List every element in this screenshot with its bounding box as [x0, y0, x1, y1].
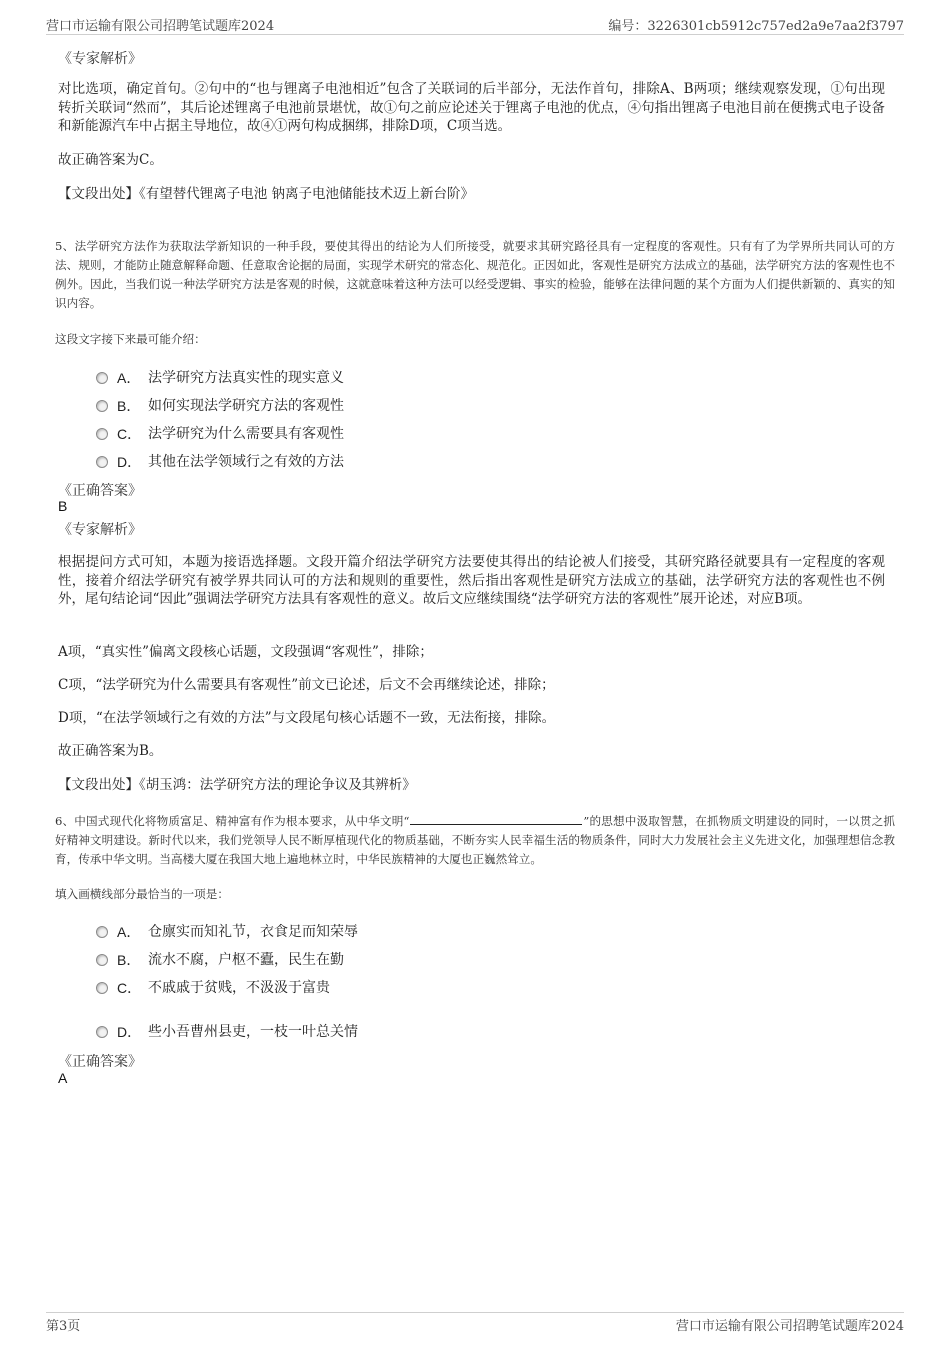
option-letter: D． [117, 454, 142, 470]
q6-prompt: 填入画横线部分最恰当的一项是： [55, 887, 229, 901]
radio-icon[interactable] [96, 1026, 108, 1038]
q5-analysis-option-c: C项，“法学研究为什么需要具有客观性”前文已论述，后文不会再继续论述，排除； [58, 677, 555, 693]
option-text: 如何实现法学研究方法的客观性 [148, 398, 344, 414]
option-text: 不戚戚于贫贱，不汲汲于富贵 [148, 980, 330, 996]
q6-passage [55, 812, 895, 869]
option-letter: C． [117, 980, 142, 996]
footer-title: 营口市运输有限公司招聘笔试题库2024 [675, 1319, 904, 1334]
header-serial: 编号：3226301cb5912c757ed2a9e7aa2f3797 [608, 19, 904, 34]
option-text: 仓廪实而知礼节，衣食足而知荣辱 [148, 924, 358, 940]
option-text: 法学研究为什么需要具有客观性 [148, 426, 344, 442]
q6-passage-end: ”的思想中汲取智慧，在抓物质文明建设的同时，一以贯之抓好精神文明建设。新时代以来，我们党领导人民不断厚植现代化的物质基础，不断夯实人民幸福生活的物质条件，同时大力发展社会主义先进文化，加强理想信念教育，传承中华文明。当高楼大厦在我国大地上遍地林立时，中华民族精神的大厦也正巍然耸立。 [55, 814, 895, 866]
q5-analysis-option-d: D项，“在法学领域行之有效的方法”与文段尾句核心话题不一致，无法衔接，排除。 [58, 710, 556, 726]
q4-analysis-label: 《专家解析》 [58, 51, 142, 67]
q4-source: 【文段出处】《有望替代锂离子电池 钠离子电池储能技术迈上新台阶》 [58, 186, 475, 202]
q4-analysis-paragraph: 对比选项，确定首句。②句中的“也与锂离子电池相近”包含了关联词的后半部分，无法作首句，排除A、B两项；继续观察发现，①句出现转折关联词“然而”，其后论述锂离子电池前景堪忧，故①句之前应论述关于锂离子电池的优点，④句指出锂离子电池目前在便携式电子设备和新能源汽车中占据主导地位，故④①两句构成捆绑，排除D项，C项当选。 [58, 81, 885, 134]
q5-source: 【文段出处】《胡玉鸿：法学研究方法的理论争议及其辨析》 [58, 777, 416, 793]
page-number: 第3页 [46, 1319, 81, 1334]
option-letter: D． [117, 1024, 142, 1040]
radio-icon[interactable] [96, 926, 108, 938]
option-text: 流水不腐，户枢不蠹，民生在勤 [148, 952, 344, 968]
q5-analysis-option-a: A项，“真实性”偏离文段核心话题，文段强调“客观性”，排除； [58, 644, 433, 660]
q5-answer-label: 《正确答案》 [58, 483, 142, 499]
page-header [46, 14, 904, 35]
option-letter: B． [117, 398, 141, 414]
radio-icon[interactable] [96, 372, 108, 384]
option-letter: A． [117, 370, 141, 386]
q5-analysis-label: 《专家解析》 [58, 522, 142, 538]
radio-icon[interactable] [96, 456, 108, 468]
q5-prompt: 这段文字接下来最可能介绍： [55, 332, 206, 346]
q6-answer-label: 《正确答案》 [58, 1054, 142, 1070]
fill-in-blank [410, 812, 582, 825]
q6-passage-start: 6、中国式现代化将物质富足、精神富有作为根本要求，从中华文明“ [55, 814, 410, 828]
q5-analysis-paragraph: 根据提问方式可知，本题为接语选择题。文段开篇介绍法学研究方法要使其得出的结论被人们接受，其研究路径就要具有一定程度的客观性，接着介绍法学研究有被学界共同认可的方法和规则的重要性，然后指出客观性是研究方法成立的基础，法学研究方法的客观性也不例外，尾句结论词“因此”强调法学研究方法具有客观性的意义。故后文应继续围绕“法学研究方法的客观性”展开论述，对应B项。 [58, 554, 885, 607]
option-letter: B． [117, 952, 141, 968]
q5-conclusion: 故正确答案为B。 [58, 743, 163, 759]
q5-answer: B [58, 498, 68, 514]
q5-passage: 5、法学研究方法作为获取法学新知识的一种手段，要使其得出的结论为人们所接受，就要求其研究路径具有一定程度的客观性。只有有了为学界所共同认可的方法、规则，才能防止随意解释命题、任意取舍论据的局面，实现学术研究的常态化、规范化。正因如此，客观性是研究方法成立的基础，法学研究方法的客观性也不例外。因此，当我们说一种法学研究方法是客观的时候，这就意味着这种方法可以经受逻辑、事实的检验，能够在法律问题的某个方面为人们提供新颖的、真实的知识内容。 [55, 239, 895, 310]
page-footer [46, 1312, 904, 1333]
q4-conclusion: 故正确答案为C。 [58, 152, 163, 168]
option-text: 其他在法学领域行之有效的方法 [148, 454, 344, 470]
option-text: 法学研究方法真实性的现实意义 [148, 370, 344, 386]
option-letter: A． [117, 924, 141, 940]
option-text: 些小吾曹州县吏，一枝一叶总关情 [148, 1024, 358, 1040]
header-title: 营口市运输有限公司招聘笔试题库2024 [46, 19, 275, 34]
radio-icon[interactable] [96, 982, 108, 994]
radio-icon[interactable] [96, 428, 108, 440]
q6-answer: A [58, 1070, 68, 1086]
option-letter: C． [117, 426, 142, 442]
radio-icon[interactable] [96, 954, 108, 966]
radio-icon[interactable] [96, 400, 108, 412]
